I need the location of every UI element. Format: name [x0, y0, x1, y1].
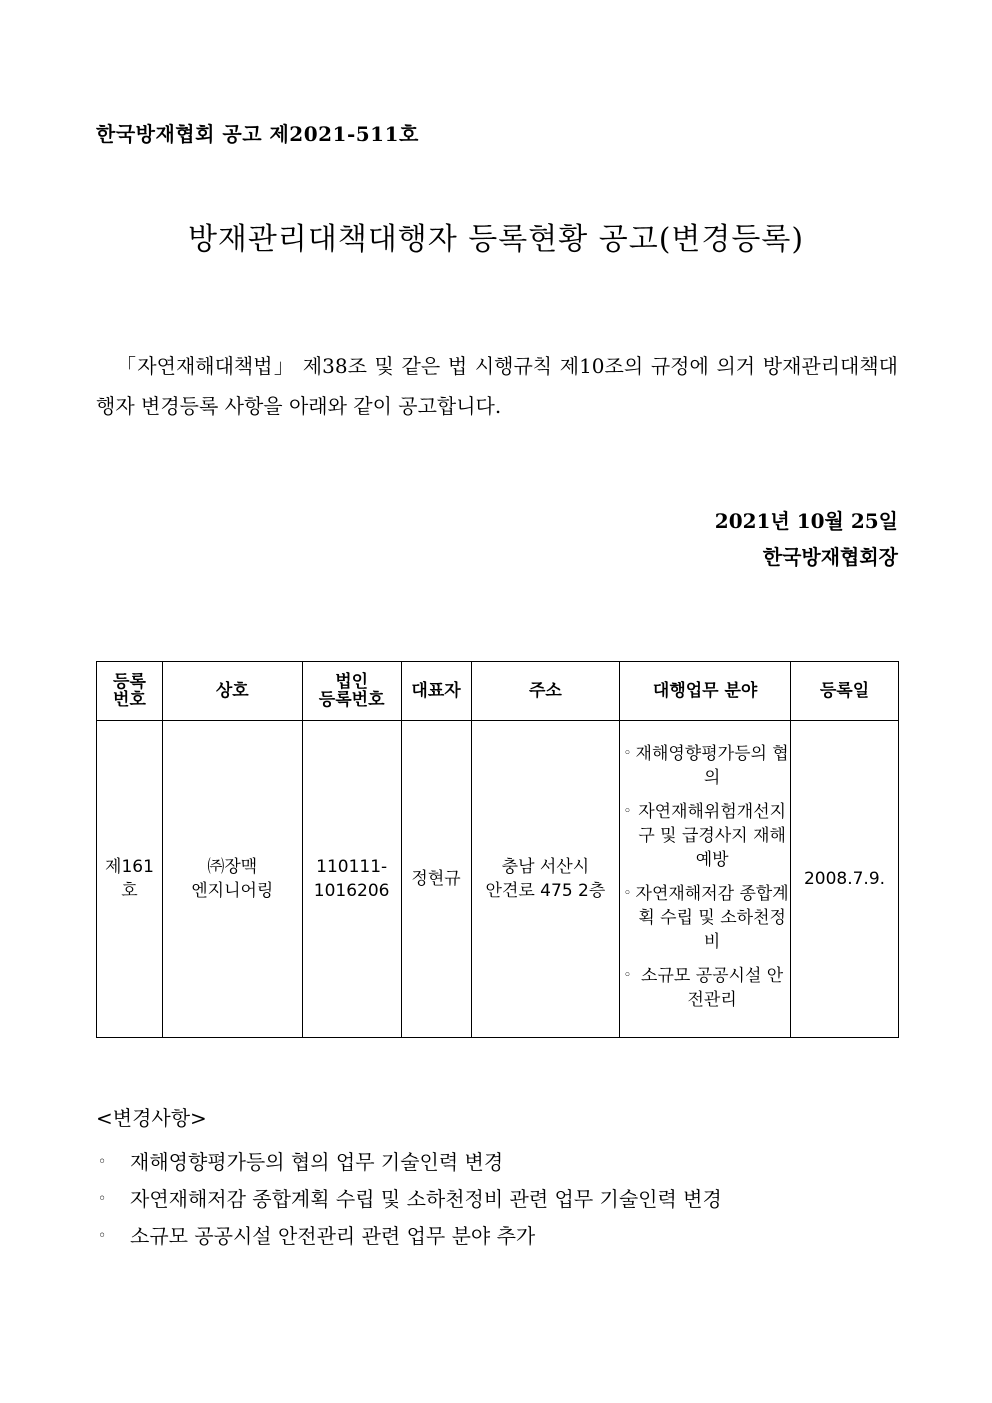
announcement-date: 2021년 10월 25일	[714, 509, 898, 533]
change-item-text: 자연재해저감 종합계획 수립 및 소하천정비 관련 업무 기술인력 변경	[130, 1187, 722, 1211]
header-reg-no-line1: 등록	[113, 672, 146, 692]
cell-company	[162, 721, 302, 1038]
header-reg-no-line2: 번호	[113, 690, 146, 710]
field-item-text: 소규모 공공시설 안전관리	[641, 966, 784, 1010]
field-item-text: 자연재해위험개선지구 및 급경사지 재해예방	[638, 802, 787, 870]
field-item	[620, 742, 790, 790]
address-line1: 충남 서산시	[501, 857, 590, 877]
field-item	[620, 882, 790, 954]
list-item	[96, 1146, 722, 1183]
cell-address	[471, 721, 620, 1038]
table-header-row	[97, 662, 899, 721]
list-item	[96, 1220, 722, 1257]
header-representative: 대표자	[401, 662, 471, 721]
header-reg-date: 등록일	[791, 662, 899, 721]
bullet-icon: ◦	[98, 1191, 107, 1207]
company-line1: ㈜장맥	[207, 857, 258, 877]
change-item-text: 소규모 공공시설 안전관리 관련 업무 분야 추가	[130, 1224, 536, 1248]
corp-no-line1: 110111-	[316, 857, 388, 877]
bullet-icon: ◦	[623, 886, 632, 901]
issuer: 한국방재협회장	[762, 545, 898, 569]
company-line2: 엔지니어링	[191, 881, 274, 901]
field-item-text: 재해영향평가등의 협의	[635, 744, 789, 788]
field-item	[620, 800, 790, 872]
cell-fields	[620, 721, 791, 1038]
header-fields: 대행업무 분야	[620, 662, 791, 721]
announcement-body: 「자연재해대책법」 제38조 및 같은 법 시행규칙 제10조의 규정에 의거 방재관리대책대행자 변경등록 사항을 아래와 같이 공고합니다.	[96, 354, 898, 418]
header-corp-no-line1: 법인	[335, 672, 369, 692]
header-corp-no	[302, 662, 401, 721]
header-address: 주소	[471, 662, 620, 721]
bullet-icon: ◦	[623, 968, 632, 983]
table-row	[97, 721, 899, 1038]
corp-no-line2: 1016206	[313, 881, 390, 901]
bullet-icon: ◦	[98, 1154, 107, 1170]
field-item-text: 자연재해저감 종합계획 수립 및 소하천정비	[635, 884, 789, 952]
bullet-icon: ◦	[623, 746, 632, 761]
bullet-icon: ◦	[98, 1228, 107, 1244]
change-list	[96, 1146, 722, 1257]
registration-table	[96, 661, 899, 1038]
page-title: 방재관리대책대행자 등록현황 공고(변경등록)	[187, 222, 805, 257]
cell-reg-no: 제161호	[97, 721, 163, 1038]
header-corp-no-line2: 등록번호	[318, 690, 385, 710]
changes-heading: <변경사항>	[96, 1106, 207, 1130]
cell-reg-date: 2008.7.9.	[791, 721, 899, 1038]
list-item	[96, 1183, 722, 1220]
cell-representative: 정현규	[401, 721, 471, 1038]
cell-corp-no	[302, 721, 401, 1038]
change-item-text: 재해영향평가등의 협의 업무 기술인력 변경	[130, 1150, 504, 1174]
header-company: 상호	[162, 662, 302, 721]
bullet-icon: ◦	[623, 804, 632, 819]
field-item	[620, 964, 790, 1012]
address-line2: 안견로 475 2층	[485, 881, 606, 901]
notice-number: 한국방재협회 공고 제2021-511호	[96, 122, 419, 146]
header-reg-no	[97, 662, 163, 721]
